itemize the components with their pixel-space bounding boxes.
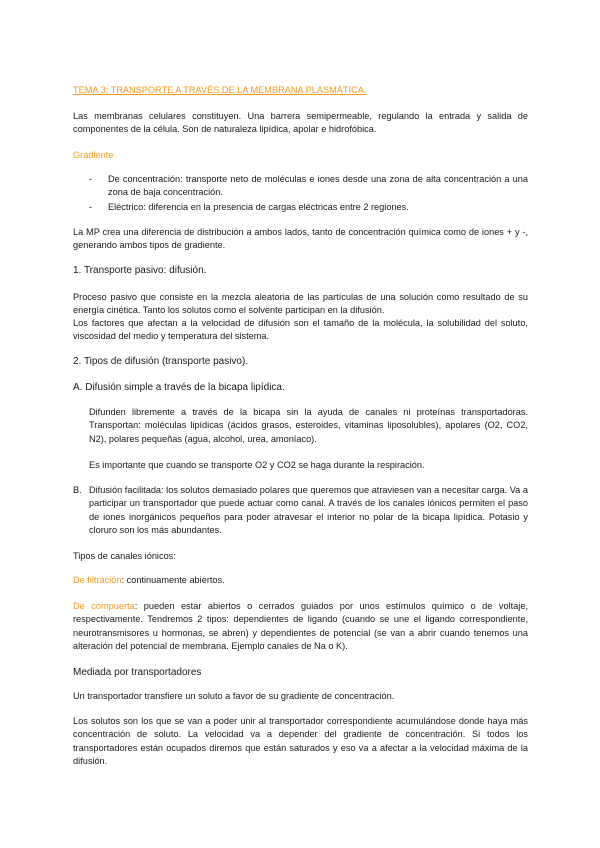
bullet-text: Eléctrico: diferencia en la presencia de cargas eléctricas entre 2 regiones. bbox=[108, 202, 409, 212]
subsection-b-label: B. bbox=[73, 485, 82, 495]
tipos-canales-heading: Tipos de canales iónicos: bbox=[73, 551, 176, 561]
proceso-paragraph-2: Los factores que afectan a la velocidad de difusión son el tamaño de la molécula, la solubilidad del soluto, viscosidad del medio y temperatura del sistema. bbox=[73, 318, 528, 342]
mediada-heading: Mediada por transportadores bbox=[73, 667, 202, 678]
subsection-b-paragraph: Difusión facilitada: los solutos demasiado polares que queremos que atraviesen van a necesitar carga. Va a participar un transportador que puede actuar como canal. A través de los canales iónicos permiten el paso de iones inorgánicos pequeños para poder atravesar el interior no polar de la bicapa lipídica. Potasio y cloruro son los más abundantes. bbox=[89, 485, 528, 536]
bullet-text: De concentración: transporte neto de moléculas e iones desde una zona de alta concentración a una zona de baja concentración. bbox=[108, 174, 528, 198]
section-1-heading: 1. Transporte pasivo: difusión. bbox=[73, 265, 207, 276]
compuerta-text: : pueden estar abiertos o cerrados guiados por unos estímulos químico o de voltaje, respectivamente. Tendremos 2 tipos: dependientes de ligando (cuando se une el ligando correspondiente, neurotransmisores u hormonas, se abren) y dependientes de potencial (se van a abrir cuando tenemos una alteración del potencial de membrana. Ejemplo canales de Na o K). bbox=[73, 601, 528, 652]
page-title: TEMA 3: TRANSPORTE A TRAVÉS DE LA MEMBRANA PLASMÁTICA. bbox=[73, 85, 367, 95]
compuerta-paragraph bbox=[73, 600, 528, 654]
bullet-marker: - bbox=[89, 174, 93, 184]
subsection-a-paragraph-1: Difunden libremente a través de la bicapa sin la ayuda de canales ni proteínas transportadoras. Transportan: moléculas lipídicas (ácidos grasos, esteroides, vitaminas liposolubles), apolares (O2, CO2, N2), polares pequeñas (agua, alcohol, urea, amoníaco). bbox=[89, 407, 528, 444]
subsection-a-heading: A. Difusión simple a través de la bicapa lipídica. bbox=[73, 382, 285, 393]
mediada-paragraph-2: Los solutos son los que se van a poder unir al transportador correspondiente acumulándose donde haya más concentración de soluto. La velocidad va a depender del gradiente de concentración. Si todos los transportadores están ocupados diremos que están saturados y eso va a afectar a la velocidad máxima de la difusión. bbox=[73, 716, 528, 767]
filtracion-label: De filtración bbox=[73, 575, 122, 585]
mp-paragraph: La MP crea una diferencia de distribución a ambos lados, tanto de concentración química como de iones + y -, generando ambos tipos de gradiente. bbox=[73, 227, 528, 251]
section-2-heading: 2. Tipos de difusión (transporte pasivo). bbox=[73, 356, 249, 367]
intro-paragraph: Las membranas celulares constituyen. Una barrera semipermeable, regulando la entrada y salida de componentes de la célula. Son de naturaleza lipídica, apolar e hidrofóbica. bbox=[73, 111, 528, 135]
proceso-paragraph-1: Proceso pasivo que consiste en la mezcla aleatoria de las partículas de una solución como resultado de su energía cinética. Tanto los solutos como el solvente participan en la difusión. bbox=[73, 292, 528, 316]
filtracion-line bbox=[73, 574, 528, 587]
gradiente-heading: Gradiente bbox=[73, 150, 114, 160]
filtracion-text: : continuamente abiertos. bbox=[121, 575, 225, 585]
bullet-marker: - bbox=[89, 202, 93, 212]
mediada-paragraph-1: Un transportador transfiere un soluto a favor de su gradiente de concentración. bbox=[73, 691, 395, 701]
compuerta-label: De compuerta bbox=[73, 601, 135, 611]
subsection-a-paragraph-2: Es importante que cuando se transporte O2 y CO2 se haga durante la respiración. bbox=[89, 460, 425, 470]
